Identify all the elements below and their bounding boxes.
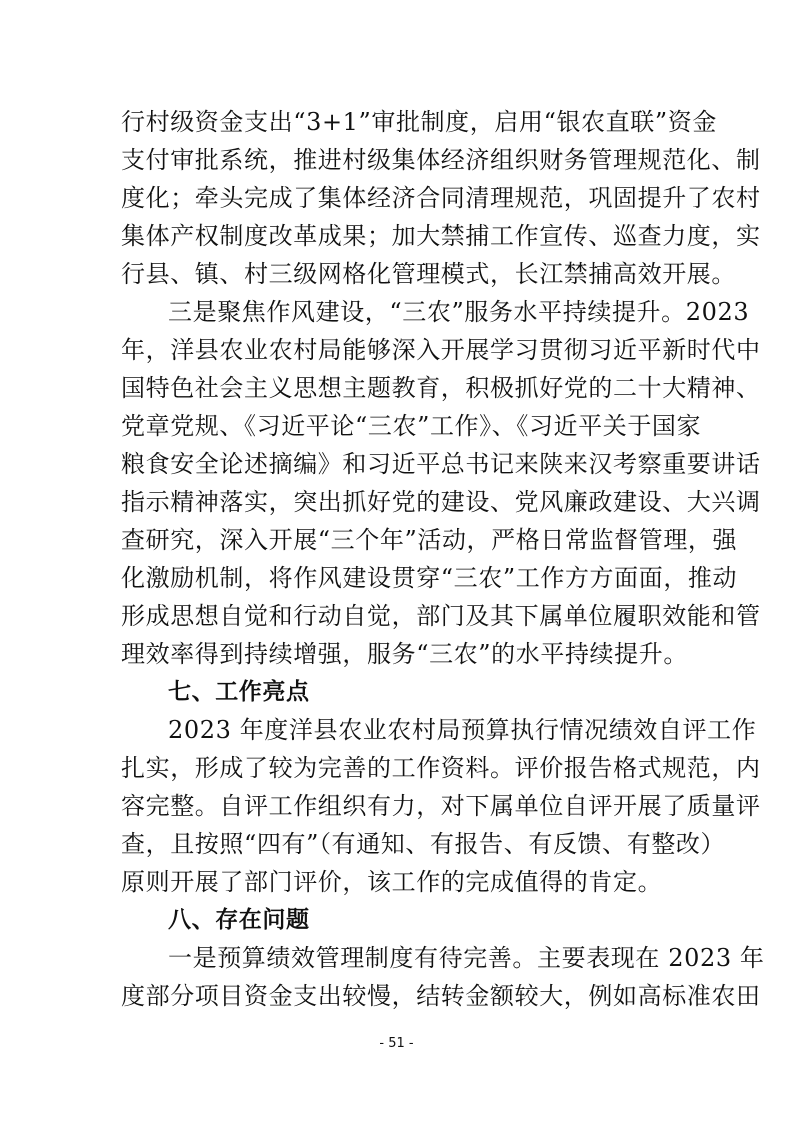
body-text-line: 查，且按照“四有”（有通知、有报告、有反馈、有整改） (121, 830, 726, 858)
body-text-line: 形成思想自觉和行动自觉，部门及其下属单位履职效能和管 (121, 602, 761, 630)
body-text-line: 粮食安全论述摘编》和习近平总书记来陕来汉考察重要讲话 (121, 450, 761, 478)
body-text-line: 国特色社会主义思想主题教育，积极抓好党的二十大精神、 (121, 374, 761, 402)
body-text-line: 查研究，深入开展“三个年”活动，严格日常监督管理，强 (121, 526, 738, 554)
body-text-line: 度部分项目资金支出较慢，结转金额较大，例如高标准农田 (121, 982, 761, 1010)
body-text-line: 度化；牵头完成了集体经济合同清理规范，巩固提升了农村 (121, 184, 761, 212)
body-text-line: 扎实，形成了较为完善的工作资料。评价报告格式规范，内 (121, 754, 761, 782)
section-heading-highlights: 七、工作亮点 (168, 679, 310, 705)
body-text-line: 2023 年度洋县农业农村局预算执行情况绩效自评工作 (168, 716, 757, 744)
body-text-line: 集体产权制度改革成果；加大禁捕工作宣传、巡查力度，实 (121, 222, 761, 250)
body-text-line: 三是聚焦作风建设，“三农”服务水平持续提升。2023 (168, 298, 750, 326)
body-text-line: 一是预算绩效管理制度有待完善。主要表现在 2023 年 (168, 944, 765, 972)
body-text-line: 容完整。自评工作组织有力，对下属单位自评开展了质量评 (121, 792, 761, 820)
body-text-line: 行县、镇、村三级网格化管理模式，长江禁捕高效开展。 (121, 260, 736, 288)
body-text-line: 指示精神落实，突出抓好党的建设、党风廉政建设、大兴调 (121, 488, 761, 516)
page-number: - 51 - (379, 1036, 414, 1051)
section-heading-problems: 八、存在问题 (168, 907, 310, 933)
body-text-line: 原则开展了部门评价，该工作的完成值得的肯定。 (121, 868, 663, 896)
body-text-line: 化激励机制，将作风建设贯穿“三农”工作方方面面，推动 (121, 564, 738, 592)
body-text-line: 党章党规、《习近平论“三农”工作》、《习近平关于国家 (121, 412, 702, 440)
body-text-line: 支付审批系统，推进村级集体经济组织财务管理规范化、制 (121, 146, 761, 174)
body-text-line: 年，洋县农业农村局能够深入开展学习贯彻习近平新时代中 (121, 336, 761, 364)
body-text-line: 理效率得到持续增强，服务“三农”的水平持续提升。 (121, 640, 688, 668)
body-text-line: 行村级资金支出“3+1”审批制度，启用“银农直联”资金 (121, 108, 717, 136)
